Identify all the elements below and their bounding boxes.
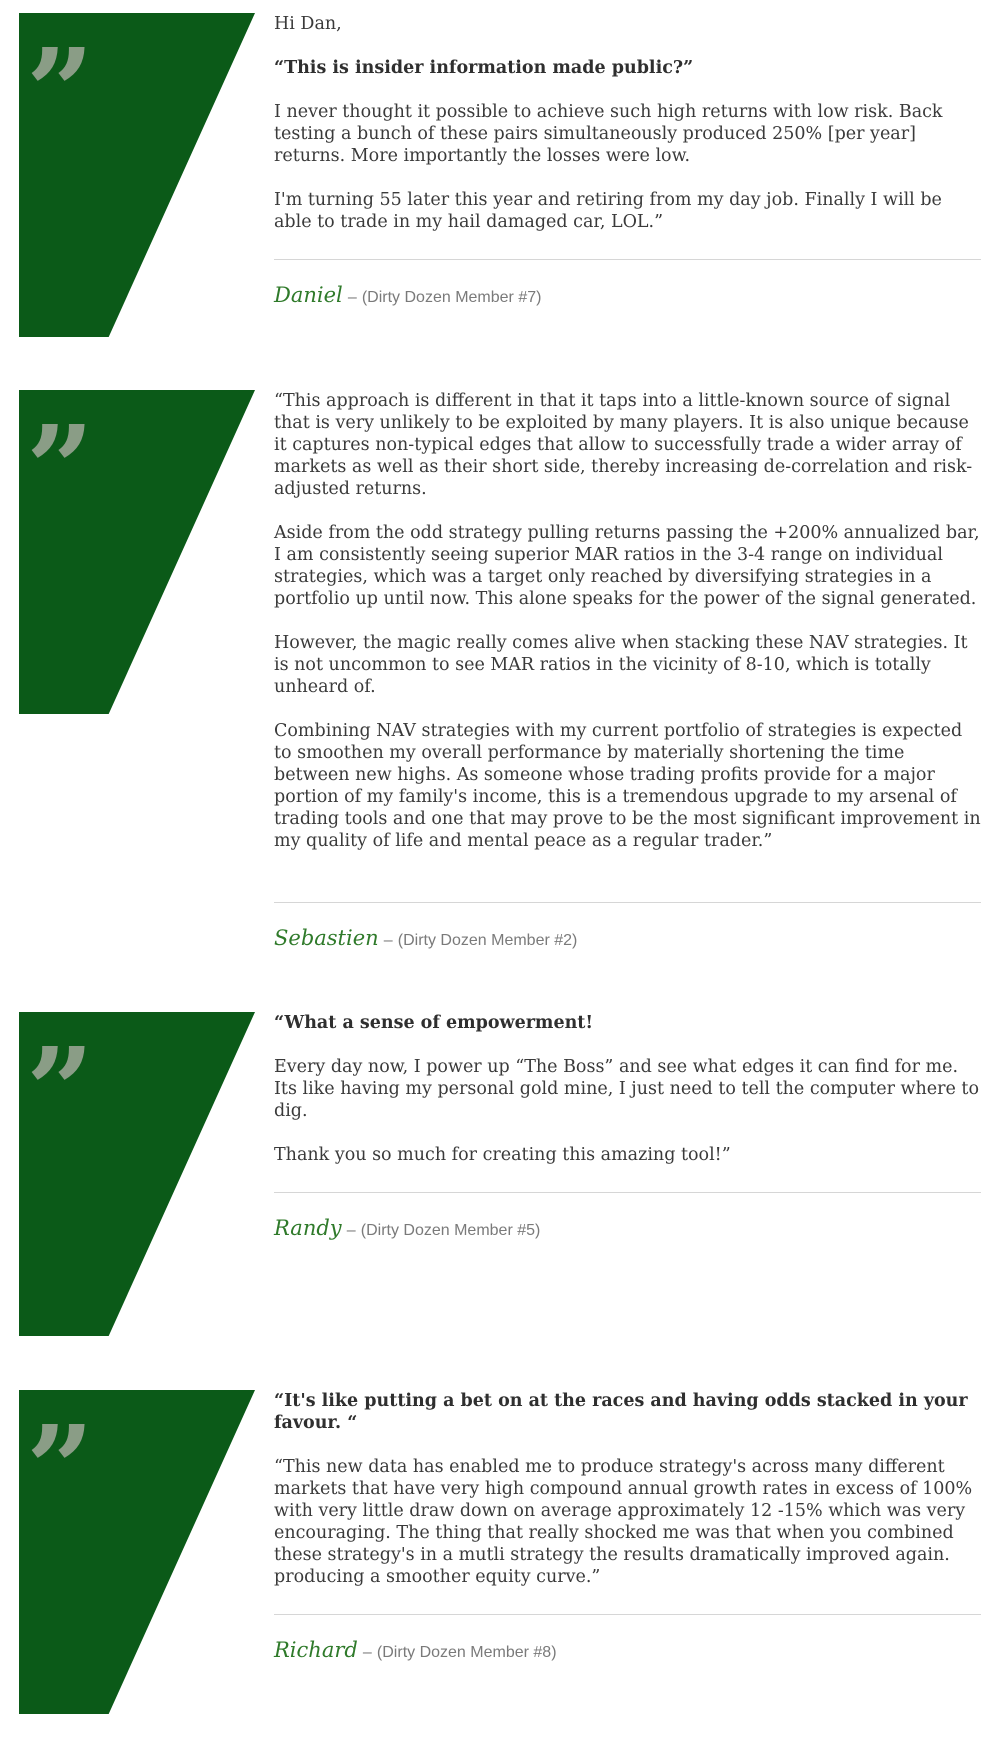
member-label: (Dirty Dozen Member #8) [376, 1644, 557, 1661]
testimonial-paragraph: Aside from the odd strategy pulling returns passing the +200% annualized bar, I am consistently seeing superior MAR ratios in the 3-4 range on individual strategies, which was a target only reached by diversifying strategies in a portfolio up until now. This alone speaks for the power of the signal generated. [274, 523, 980, 609]
author-name: Daniel [274, 283, 343, 307]
author-name: Sebastien [274, 926, 379, 950]
author-name: Richard [274, 1638, 358, 1662]
divider [274, 1614, 981, 1615]
author-name: Randy [274, 1216, 342, 1240]
testimonial-paragraph: “This new data has enabled me to produce strategy's across many different markets that have very high compound annual growth rates in excess of 100% with very little draw down on average approximately 12 -15% which was very encouraging. The thing that really shocked me was that when you combined these strategy's in a mutli strategy the results dramatically improved again. producing a smoother equity curve.” [274, 1457, 973, 1587]
testimonial-paragraph: Thank you so much for creating this amazing tool!” [274, 1145, 731, 1165]
testimonial-headline: “It's like putting a bet on at the races and having odds stacked in your favour. “ [274, 1391, 968, 1433]
signature-separator: – [383, 932, 393, 949]
testimonial-paragraph: I never thought it possible to achieve such high returns with low risk. Back testing a bunch of these pairs simultaneously produced 250% [per year] returns. More importantly the losses were low. [274, 102, 943, 166]
quote-icon: ” [26, 399, 88, 538]
testimonial-paragraph: I'm turning 55 later this year and retiring from my day job. Finally I will be able to trade in my hail damaged car, LOL.” [274, 190, 942, 232]
member-label: (Dirty Dozen Member #5) [360, 1222, 541, 1239]
testimonial-body [274, 13, 981, 233]
testimonial-paragraph: Hi Dan, [274, 14, 342, 34]
testimonial-paragraph: “This approach is different in that it taps into a little-known source of signal that is very unlikely to be exploited by many players. It is also unique because it captures non-typical edges that allow to successfully trade a wider array of markets as well as their short side, thereby increasing de-correlation and risk-adjusted returns. [274, 391, 973, 499]
quote-icon: ” [26, 1021, 88, 1160]
testimonial-signature [274, 283, 541, 307]
member-label: (Dirty Dozen Member #2) [397, 932, 578, 949]
testimonial-body [274, 390, 981, 852]
signature-separator: – [347, 289, 357, 306]
member-label: (Dirty Dozen Member #7) [361, 289, 542, 306]
testimonial-signature [274, 926, 577, 950]
testimonial-paragraph: However, the magic really comes alive when stacking these NAV strategies. It is not uncommon to see MAR ratios in the vicinity of 8-10, which is totally unheard of. [274, 633, 968, 697]
testimonial-signature [274, 1216, 540, 1240]
testimonial-signature [274, 1638, 557, 1662]
testimonial-paragraph: Every day now, I power up “The Boss” and see what edges it can find for me. Its like having my personal gold mine, I just need to tell the computer where to dig. [274, 1057, 979, 1121]
testimonial-body [274, 1390, 981, 1588]
divider [274, 902, 981, 903]
signature-separator: – [362, 1644, 372, 1661]
testimonial-headline: “What a sense of empowerment! [274, 1013, 594, 1033]
quote-icon: ” [26, 1399, 88, 1538]
divider [274, 259, 981, 260]
signature-separator: – [346, 1222, 356, 1239]
testimonial-headline: “This is insider information made public?” [274, 58, 694, 78]
testimonial-paragraph: Combining NAV strategies with my current portfolio of strategies is expected to smoothen my overall performance by materially shortening the time between new highs. As someone whose trading profits provide for a major portion of my family's income, this is a tremendous upgrade to my arsenal of trading tools and one that may prove to be the most significant improvement in my quality of life and mental peace as a regular trader.” [274, 721, 981, 851]
divider [274, 1192, 981, 1193]
testimonial-body [274, 1012, 981, 1166]
quote-icon: ” [26, 22, 88, 161]
